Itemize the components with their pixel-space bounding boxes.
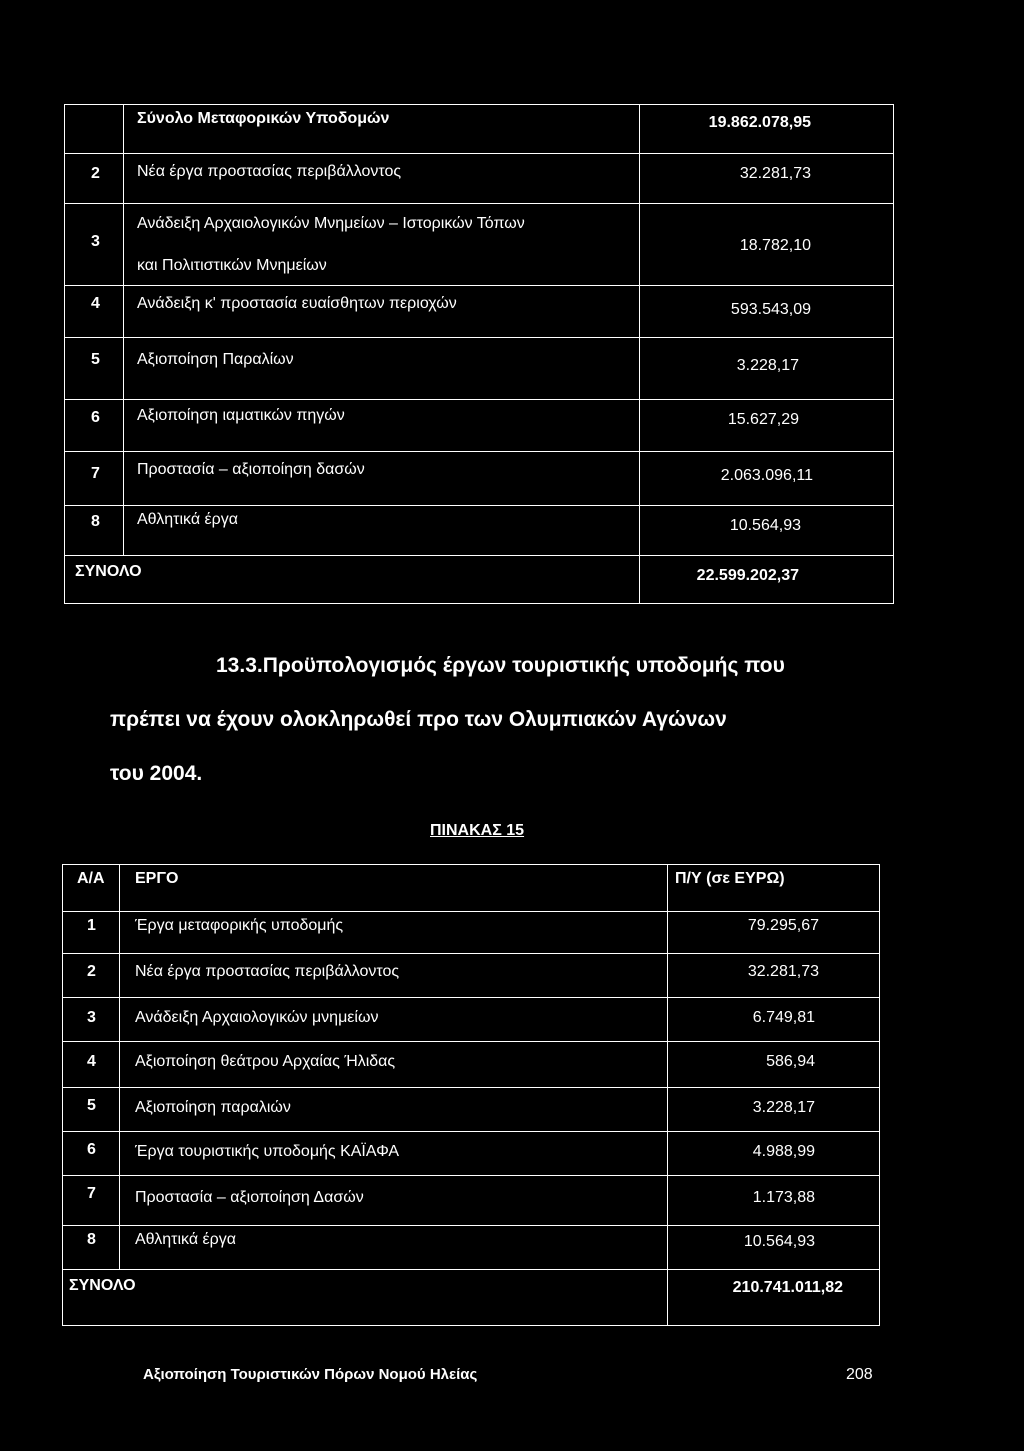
row-value: 1.173,88	[752, 1189, 815, 1206]
row-number: 8	[87, 1231, 96, 1248]
total-value: 210.741.011,82	[732, 1279, 843, 1296]
header-number: Α/Α	[77, 870, 105, 887]
row-value: 19.862.078,95	[708, 114, 811, 131]
row-label-line1: Ανάδειξη Αρχαιολογικών Μνημείων – Ιστορικών Τόπων	[137, 215, 525, 232]
row-label: Αξιοποίηση παραλιών	[135, 1099, 291, 1116]
row-value: 18.782,10	[739, 237, 811, 254]
table-title: ΠΙΝΑΚΑΣ 15	[430, 822, 525, 839]
row-number: 8	[91, 513, 100, 530]
row-label: Έργα μεταφορικής υποδομής	[135, 917, 344, 934]
row-label: Αθλητικά έργα	[135, 1231, 237, 1248]
table-row	[65, 399, 893, 451]
row-label: Αθλητικά έργα	[137, 511, 239, 528]
row-number: 3	[91, 233, 100, 250]
row-value: 10.564,93	[743, 1233, 815, 1250]
row-label: Ανάδειξη Αρχαιολογικών μνημείων	[135, 1009, 379, 1026]
table-row	[65, 337, 893, 399]
row-value: 32.281,73	[747, 963, 819, 980]
row-label: Αξιοποίηση ιαματικών πηγών	[137, 407, 345, 424]
table-row	[63, 1225, 879, 1269]
row-number: 6	[91, 409, 100, 426]
row-label: Αξιοποίηση Παραλίων	[137, 351, 294, 368]
table-row	[65, 451, 893, 505]
row-value: 593.543,09	[730, 301, 811, 318]
row-number: 5	[87, 1097, 96, 1114]
row-value: 2.063.096,11	[720, 467, 813, 484]
row-number: 5	[91, 351, 100, 368]
row-number: 4	[87, 1053, 96, 1070]
row-label: Νέα έργα προστασίας περιβάλλοντος	[137, 163, 402, 180]
row-value: 10.564,93	[729, 517, 801, 534]
table-row	[63, 953, 879, 997]
row-number: 4	[91, 295, 100, 312]
row-number: 7	[91, 465, 100, 482]
row-label-line2: και Πολιτιστικών Μνημείων	[137, 257, 327, 274]
row-value: 586,94	[766, 1053, 815, 1070]
table-row	[65, 203, 893, 285]
infrastructure-table	[64, 104, 894, 604]
section-heading-line1: 13.3.Προϋπολογισμός έργων τουριστικής υποδομής που	[216, 654, 785, 677]
section-heading-line3: του 2004.	[110, 762, 203, 785]
footer-title: Αξιοποίηση Τουριστικών Πόρων Νομού Ηλείας	[143, 1366, 478, 1383]
total-value: 22.599.202,37	[696, 567, 799, 584]
row-number: 3	[87, 1009, 96, 1026]
total-label: ΣΥΝΟΛΟ	[75, 563, 142, 580]
table-row	[65, 285, 893, 337]
row-label: Προστασία – αξιοποίηση δασών	[137, 461, 365, 478]
table-row	[63, 1087, 879, 1131]
row-value: 79.295,67	[747, 917, 819, 934]
row-number: 6	[87, 1141, 96, 1158]
total-label: ΣΥΝΟΛΟ	[69, 1277, 136, 1294]
budget-table	[62, 864, 880, 1326]
section-heading-line2: πρέπει να έχουν ολοκληρωθεί προ των Ολυμπιακών Αγώνων	[110, 708, 727, 731]
row-value: 3.228,17	[736, 357, 799, 374]
row-number: 7	[87, 1185, 96, 1202]
table-row	[63, 1041, 879, 1087]
row-label: Αξιοποίηση θεάτρου Αρχαίας Ήλιδας	[135, 1053, 396, 1070]
row-number: 2	[91, 165, 100, 182]
row-label: Προστασία – αξιοποίηση Δασών	[135, 1189, 364, 1206]
table-total-row	[63, 1269, 879, 1325]
table-header-row	[63, 865, 879, 911]
table-row	[65, 105, 893, 153]
table-row	[65, 153, 893, 203]
table-row	[63, 1131, 879, 1175]
row-value: 4.988,99	[752, 1143, 815, 1160]
row-value: 6.749,81	[752, 1009, 815, 1026]
table-row	[65, 505, 893, 555]
row-label: Έργα τουριστικής υποδομής ΚΑΪΑΦΑ	[135, 1143, 400, 1160]
table-row	[63, 1175, 879, 1225]
table-row	[63, 997, 879, 1041]
header-project: ΕΡΓΟ	[135, 870, 179, 887]
header-budget: Π/Υ (σε ΕΥΡΩ)	[675, 870, 785, 887]
row-number: 2	[87, 963, 96, 980]
row-label: Ανάδειξη κ' προστασία ευαίσθητων περιοχών	[137, 295, 457, 312]
table-total-row	[65, 555, 893, 603]
row-value: 3.228,17	[752, 1099, 815, 1116]
row-number: 1	[87, 917, 96, 934]
row-value: 32.281,73	[739, 165, 811, 182]
page-number: 208	[846, 1366, 873, 1383]
table-row	[63, 911, 879, 953]
row-label: Νέα έργα προστασίας περιβάλλοντος	[135, 963, 400, 980]
row-label: Σύνολο Μεταφορικών Υποδομών	[137, 110, 390, 127]
row-value: 15.627,29	[727, 411, 799, 428]
